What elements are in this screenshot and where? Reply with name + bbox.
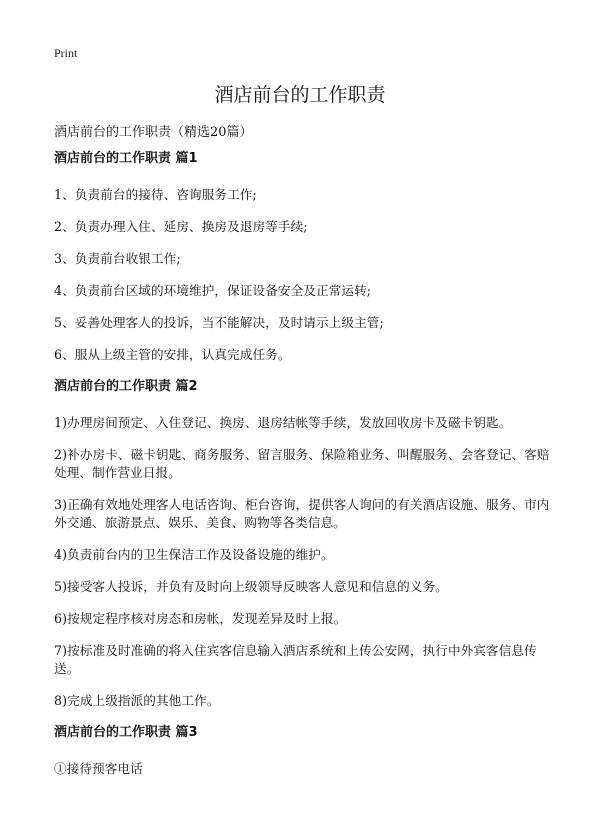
- list-item: 1、负责前台的接待、咨询服务工作;: [54, 187, 257, 202]
- list-item: 1)办理房间预定、入住登记、换房、退房结帐等手续，发放回收房卡及磁卡钥匙。: [54, 415, 512, 430]
- list-item: 4)负责前台内的卫生保洁工作及设备设施的维护。: [54, 547, 334, 562]
- section-heading: 酒店前台的工作职责 篇3: [54, 725, 198, 740]
- document-body: [54, 150, 554, 792]
- section-2: [54, 378, 554, 710]
- list-item: 3、负责前台收银工作;: [54, 251, 181, 266]
- section-heading: 酒店前台的工作职责 篇1: [54, 151, 198, 166]
- print-link[interactable]: Print: [54, 46, 78, 60]
- list-item: 6)按规定程序核对房态和房帐，发现差异及时上报。: [54, 611, 347, 626]
- list-item: 3)正确有效地处理客人电话咨询、柜台咨询，提供客人询问的有关酒店设施、服务、市内外交通、旅游景点、娱乐、美食、购物等各类信息。: [54, 497, 550, 530]
- document-subtitle: 酒店前台的工作职责（精选20篇）: [54, 125, 253, 140]
- list-item: 2、负责办理入住、延房、换房及退房等手续;: [54, 219, 308, 234]
- list-item: 4、负责前台区域的环境维护，保证设备安全及正常运转;: [54, 283, 372, 298]
- list-item: 5、妥善处理客人的投诉，当不能解决，及时请示上级主管;: [54, 315, 384, 330]
- list-item: 8)完成上级指派的其他工作。: [54, 693, 220, 708]
- section-heading: 酒店前台的工作职责 篇2: [54, 379, 198, 394]
- section-3: [54, 724, 554, 778]
- list-item: 7)按标准及时准确的将入住宾客信息输入酒店系统和上传公安网，执行中外宾客信息传送。: [54, 643, 537, 676]
- list-item: ①接待预客电话: [54, 761, 143, 776]
- list-item: 6、服从上级主管的安排，认真完成任务。: [54, 347, 291, 362]
- list-item: 2)补办房卡、磁卡钥匙、商务服务、留言服务、保险箱业务、叫醒服务、会客登记、客赔处理、制作营业日报。: [54, 447, 550, 480]
- document-title: 酒店前台的工作职责: [214, 84, 386, 106]
- list-item: 5)接受客人投诉，并负有及时向上级领导反映客人意见和信息的义务。: [54, 579, 448, 594]
- section-1: [54, 150, 554, 364]
